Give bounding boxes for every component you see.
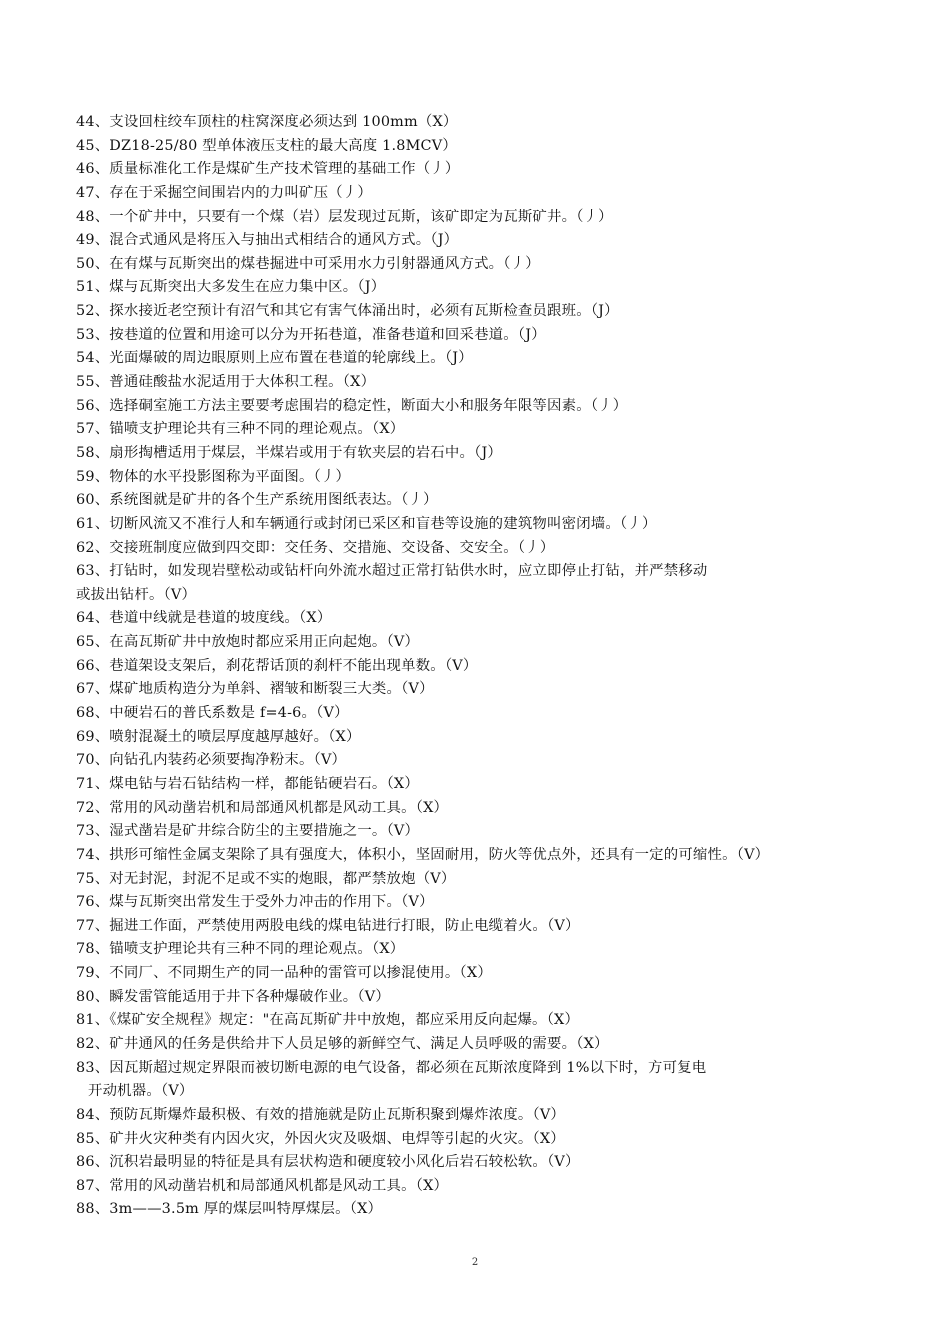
list-item: 80、瞬发雷管能适用于井下各种爆破作业。（V） xyxy=(76,988,390,1005)
list-item: 51、煤与瓦斯突出大多发生在应力集中区。（J） xyxy=(76,279,386,296)
list-item: 55、普通硅酸盐水泥适用于大体积工程。（X） xyxy=(76,374,376,391)
list-item: 54、光面爆破的周边眼原则上应布置在巷道的轮廓线上。（J） xyxy=(76,350,473,367)
list-item: 70、向钻孔内装药必须要掏净粉末。（V） xyxy=(76,752,347,769)
list-item: 65、在高瓦斯矿井中放炮时都应采用正向起炮。（V） xyxy=(76,634,420,651)
list-item: 76、煤与瓦斯突出常发生于受外力冲击的作用下。（V） xyxy=(76,894,434,911)
list-item: 86、沉积岩最明显的特征是具有层状构造和硬度较小风化后岩石较松软。（V） xyxy=(76,1154,580,1171)
list-item: 84、预防瓦斯爆炸最积极、有效的措施就是防止瓦斯积聚到爆炸浓度。（V） xyxy=(76,1106,566,1123)
list-item: 50、在有煤与瓦斯突出的煤巷掘进中可采用水力引射器通风方式。（丿） xyxy=(76,255,540,272)
list-item: 47、存在于采掘空间围岩内的力叫矿压（丿） xyxy=(76,184,372,201)
list-item: 52、探水接近老空预计有沼气和其它有害气体涌出时，必须有瓦斯检查员跟班。（J） xyxy=(76,303,619,320)
list-item: 61、切断风流又不准行人和车辆通行或封闭已采区和盲巷等设施的建筑物叫密闭墙。（丿） xyxy=(76,515,657,532)
list-item: 48、一个矿井中，只要有一个煤（岩）层发现过瓦斯，该矿即定为瓦斯矿井。（丿） xyxy=(76,208,613,225)
list-item-continuation: 开动机器。（V） xyxy=(88,1083,194,1100)
page-number: 2 xyxy=(471,1257,479,1268)
list-item: 49、混合式通风是将压入与抽出式相结合的通风方式。（J） xyxy=(76,232,459,249)
list-item: 82、矿井通风的任务是供给井下人员足够的新鲜空气、满足人员呼吸的需要。（X） xyxy=(76,1035,609,1052)
list-item: 66、巷道架设支架后，刹花帮话顶的刹杆不能出现单数。（V） xyxy=(76,657,478,674)
list-item: 62、交接班制度应做到四交即：交任务、交措施、交设备、交安全。（丿） xyxy=(76,539,555,556)
list-item: 78、锚喷支护理论共有三种不同的理论观点。（X） xyxy=(76,941,405,958)
list-item: 79、不同厂、不同期生产的同一品种的雷管可以掺混使用。（X） xyxy=(76,965,492,982)
list-item: 83、因瓦斯超过规定界限而被切断电源的电气设备，都必须在瓦斯浓度降到 1%以下时，方可复电 xyxy=(76,1059,707,1076)
list-item: 60、系统图就是矿井的各个生产系统用图纸表达。（丿） xyxy=(76,492,438,509)
question-list xyxy=(76,111,906,1222)
list-item: 77、掘进工作面，严禁使用两股电线的煤电钻进行打眼，防止电缆着火。（V） xyxy=(76,917,580,934)
list-item: 44、支设回柱绞车顶柱的柱窝深度必须达到 100mm（X） xyxy=(76,114,458,130)
list-item: 73、湿式凿岩是矿井综合防尘的主要措施之一。（V） xyxy=(76,823,420,840)
list-item: 72、常用的风动凿岩机和局部通风机都是风动工具。（X） xyxy=(76,799,449,816)
list-item: 69、喷射混凝土的喷层厚度越厚越好。（X） xyxy=(76,728,361,745)
list-item: 71、煤电钻与岩石钻结构一样，都能钻硬岩石。（X） xyxy=(76,775,419,792)
list-item: 88、3m——3.5m 厚的煤层叫特厚煤层。（X） xyxy=(76,1201,383,1218)
list-item: 74、拱形可缩性金属支架除了具有强度大，体积小，坚固耐用，防火等优点外，还具有一定的可缩性。（V） xyxy=(76,846,770,863)
list-item: 56、选择硐室施工方法主要要考虑围岩的稳定性，断面大小和服务年限等因素。（丿） xyxy=(76,397,628,414)
list-item: 57、锚喷支护理论共有三种不同的理论观点。（X） xyxy=(76,421,405,438)
list-item-continuation: 或拔出钻杆。（V） xyxy=(76,586,197,603)
list-item: 46、质量标准化工作是煤矿生产技术管理的基础工作（丿） xyxy=(76,161,460,178)
list-item: 59、物体的水平投影图称为平面图。（丿） xyxy=(76,468,351,485)
list-item: 63、打钻时，如发现岩壁松动或钻杆向外流水超过正常打钻供水时，应立即停止打钻，并严禁移动 xyxy=(76,563,708,580)
list-item: 75、对无封泥，封泥不足或不实的炮眼，都严禁放炮（V） xyxy=(76,870,456,887)
list-item: 53、按巷道的位置和用途可以分为开拓巷道，准备巷道和回采巷道。（J） xyxy=(76,326,546,343)
list-item: 67、煤矿地质构造分为单斜、褶皱和断裂三大类。（V） xyxy=(76,681,434,698)
list-item: 45、DZ18-25/80 型单体液压支柱的最大高度 1.8MCV） xyxy=(76,137,457,154)
list-item: 64、巷道中线就是巷道的坡度线。（X） xyxy=(76,610,332,627)
list-item: 68、中硬岩石的普氏系数是 f=4-6。（V） xyxy=(76,705,349,722)
list-item: 85、矿井火灾种类有内因火灾，外因火灾及吸烟、电焊等引起的火灾。（X） xyxy=(76,1130,565,1147)
list-item: 58、扇形掏槽适用于煤层，半煤岩或用于有软夹层的岩石中。（J） xyxy=(76,444,503,461)
list-item: 87、常用的风动凿岩机和局部通风机都是风动工具。（X） xyxy=(76,1177,449,1194)
list-item: 81、《煤矿安全规程》规定："在高瓦斯矿井中放炮，都应采用反向起爆。（X） xyxy=(76,1012,580,1029)
